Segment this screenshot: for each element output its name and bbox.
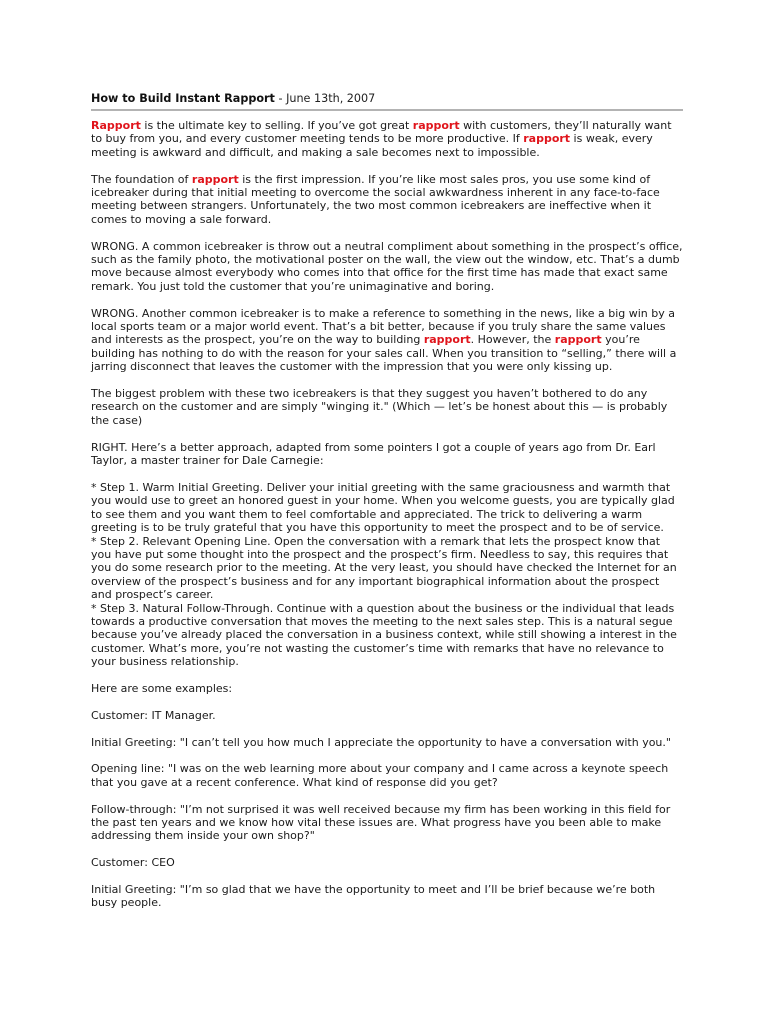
example-paragraph: Initial Greeting: "I can’t tell you how much I appreciate the opportunity to have a conversation with you." [91,735,671,749]
paragraph-text: is the ultimate key to selling. If you’ve got great [140,119,413,132]
body-paragraph [91,173,683,227]
body-paragraph [91,387,683,427]
keyword-highlight: rapport [191,172,239,186]
keyword-highlight: rapport [554,333,602,347]
body-paragraph [91,307,683,374]
date-separator: - [274,92,287,105]
steps-list [91,481,683,669]
example-paragraph: Here are some examples: [91,681,233,695]
keyword-highlight: rapport [423,333,471,347]
example-paragraph: Follow-through: "I’m not surprised it was well received because my firm has been working in this field for the past ten years and we know how vital these issues are. What progress have you been able to make addressing them inside your own shop?" [91,802,671,843]
paragraph-text: is weak, every meeting is awkward and difficult, and making a sale becomes next to impossible. [91,132,653,159]
body-paragraph [91,441,683,468]
examples-section [91,682,683,910]
paragraph-text: The foundation of [91,172,192,186]
document-page [91,92,683,923]
keyword-highlight: rapport [412,119,460,132]
body-paragraph [91,119,683,159]
example-paragraph: Customer: CEO [91,856,175,870]
article-body [91,119,683,467]
paragraph-text: The biggest problem with these two icebreakers is that they suggest you haven’t bothered to do any research on the customer and are simply "winging it." (Which — let’s be honest about this — is probably the case) [91,387,668,427]
example-paragraph: Customer: IT Manager. [91,708,216,722]
paragraph-text: you’re building has nothing to do with the reason for your sales call. When you transition to “selling,” there will a jarring disconnect that leaves the customer with the impression that you were only kissing up. [91,333,677,374]
keyword-highlight: rapport [523,132,571,146]
paragraph-text: WRONG. A common icebreaker is throw out a neutral compliment about something in the prospect’s office, such as the family photo, the motivational poster on the wall, the view out the window, etc. That’s a dumb move because almost everybody who comes into that office for the first time has made that exact same remark. You just told the customer that you’re unimaginative and boring. [91,239,683,293]
keyword-highlight: Rapport [91,119,141,132]
article-title: How to Build Instant Rapport [91,92,275,105]
example-paragraph: Opening line: "I was on the web learning more about your company and I came across a keynote speech that you gave at a recent conference. What kind of response did you get? [91,762,669,789]
paragraph-text: with customers, they’ll naturally want to buy from you, and every customer meeting tends to be more productive. If [91,119,672,146]
article-header [91,92,683,111]
article-date: June 13th, 2007 [286,92,376,105]
step-item: * Step 2. Relevant Opening Line. Open the conversation with a remark that lets the prospect know that you have put some thought into the prospect and the prospect’s firm. Needless to say, this requires that you do some research prior to the meeting. At the very least, you should have checked the Internet for an overview of the prospect’s business and for any important biographical information about the prospect and prospect’s career. [91,534,677,602]
step-item: * Step 1. Warm Initial Greeting. Deliver your initial greeting with the same graciousness and warmth that you would use to greet an honored guest in your home. When you welcome guests, you are typically glad to see them and you want them to feel comfortable and appreciated. The trick to delivering a warm greeting is to be truly grateful that you have this opportunity to meet the prospect and to be of service. [91,480,675,535]
step-item: * Step 3. Natural Follow-Through. Continue with a question about the business or the individual that leads towards a productive conversation that moves the meeting to the next sales step. This is a natural segue because you’ve already placed the conversation in a business context, while still showing a interest in the customer. What’s more, you’re not wasting the customer’s time with remarks that have no relevance to your business relationship. [91,601,677,669]
paragraph-text: . However, the [470,333,555,347]
example-paragraph: Initial Greeting: "I’m so glad that we have the opportunity to meet and I’ll be brief because we’re both busy people. [91,882,656,910]
paragraph-text: RIGHT. Here’s a better approach, adapted from some pointers I got a couple of years ago from Dr. Earl Taylor, a master trainer for Dale Carnegie: [91,440,656,468]
body-paragraph [91,240,683,294]
paragraph-text: is the first impression. If you’re like most sales pros, you use some kind of icebreaker during that initial meeting to overcome the social awkwardness inherent in any face-to-face meeting between strangers. Unfortunately, the two most common icebreakers are ineffective when it comes to moving a sale forward. [91,172,660,226]
paragraph-text: WRONG. Another common icebreaker is to make a reference to something in the news, like a big win by a local sports team or a major world event. That’s a bit better, because if you truly share the same values and interests as the prospect, you’re on the way to building [91,306,675,347]
